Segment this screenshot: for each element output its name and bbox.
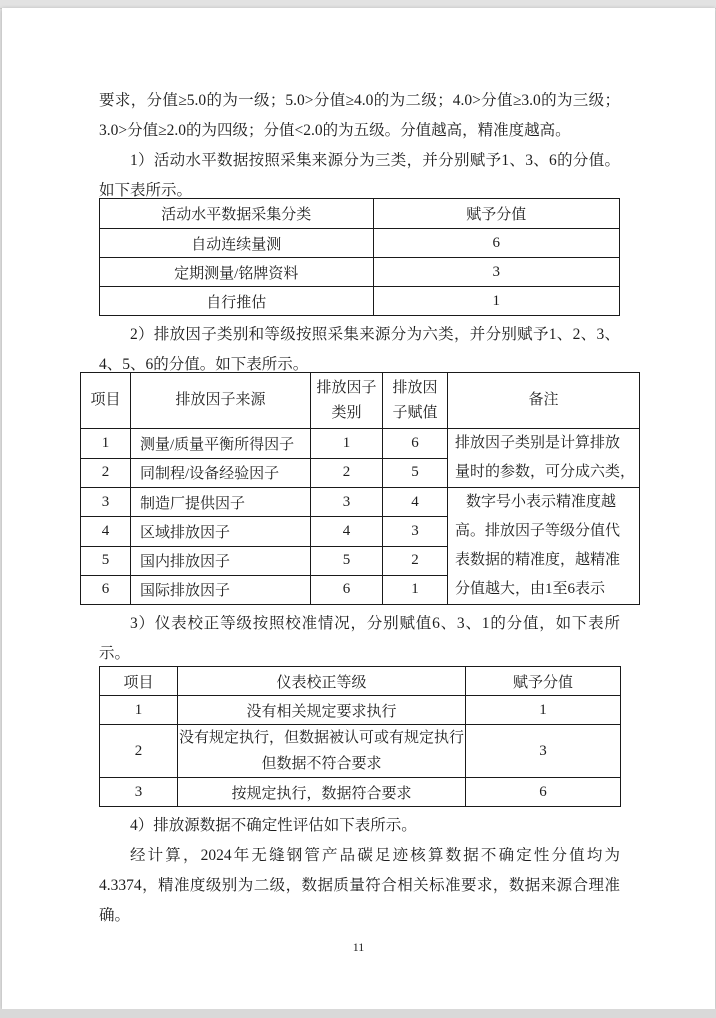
ef-source-cell: 制造厂提供因子 xyxy=(131,488,311,517)
remark-line: 排放因子类别是计算排放 xyxy=(455,435,621,451)
score-cell: 3 xyxy=(466,725,621,778)
page-content xyxy=(90,86,636,931)
item-cell: 4 xyxy=(81,517,131,546)
ef-value-cell: 4 xyxy=(383,488,448,517)
item-cell: 2 xyxy=(81,458,131,488)
ef-category-cell: 6 xyxy=(311,575,383,604)
table-row xyxy=(100,725,621,778)
remark-line: 量时的参数，可分成六类， xyxy=(455,464,636,480)
col-header-ef-category: 排放因子类别 xyxy=(311,373,383,429)
ef-category-cell: 2 xyxy=(311,458,383,488)
col-header-ef-value: 排放因子赋值 xyxy=(383,373,448,429)
col-header-remark: 备注 xyxy=(448,373,640,429)
item-cell: 2 xyxy=(100,725,178,778)
score-cell: 3 xyxy=(373,258,619,287)
item-cell: 3 xyxy=(81,488,131,517)
table-row xyxy=(100,287,620,316)
ef-category-cell: 3 xyxy=(311,488,383,517)
viewer-bottom-edge xyxy=(0,1009,716,1018)
ef-category-cell: 5 xyxy=(311,546,383,575)
table-row xyxy=(100,696,621,725)
paragraph-item3-calibration: 3）仪表校正等级按照校准情况，分别赋值6、3、1的分值，如下表所示。 xyxy=(99,615,620,662)
table-row xyxy=(100,778,621,807)
remark-line: 表数据的精准度，越精准 xyxy=(455,552,621,568)
remark-line: 高。排放因子等级分值代 xyxy=(455,523,621,539)
activity-category-cell: 自动连续量测 xyxy=(100,229,374,258)
grade-line: 但数据不符合要求 xyxy=(261,756,382,772)
col-header-item: 项目 xyxy=(100,667,178,696)
table-header-row xyxy=(100,199,620,229)
ef-source-cell: 区域排放因子 xyxy=(131,517,311,546)
paragraph-score-criteria: 要求，分值≥5.0的为一级；5.0>分值≥4.0的为二级；4.0>分值≥3.0的为三级；3.0>分值≥2.0的为四级；分值<2.0的为五级。分值越高，精准度越高。 xyxy=(99,92,620,139)
paragraph-item2-emission-factor: 2）排放因子类别和等级按照采集来源分为六类，并分别赋予1、2、3、4、5、6的分值。如下表所示。 xyxy=(99,326,620,373)
table-row xyxy=(100,258,620,287)
paragraph-item1-activity-data: 1）活动水平数据按照采集来源分为三类，并分别赋予1、3、6的分值。如下表所示。 xyxy=(99,152,620,199)
paragraph-conclusion: 经计算，2024年无缝钢管产品碳足迹核算数据不确定性分值均为4.3374，精准度级别为二级，数据质量符合相关标准要求，数据来源合理准确。 xyxy=(99,847,620,924)
ef-value-cell: 2 xyxy=(383,546,448,575)
col-header-assigned-score: 赋予分值 xyxy=(466,667,621,696)
remark-line: 数字号小表示精准度越 xyxy=(466,494,617,510)
remark-cell-precision xyxy=(448,488,640,605)
paragraph-item4-uncertainty: 4）排放源数据不确定性评估如下表所示。 xyxy=(130,817,417,834)
col-header-ef-source: 排放因子来源 xyxy=(131,373,311,429)
calibration-grade-cell xyxy=(178,725,466,778)
ef-value-cell: 6 xyxy=(383,429,448,459)
col-header-item: 项目 xyxy=(81,373,131,429)
item-cell: 1 xyxy=(100,696,178,725)
item-cell: 1 xyxy=(81,429,131,459)
score-cell: 6 xyxy=(466,778,621,807)
ef-source-cell: 国际排放因子 xyxy=(131,575,311,604)
ef-value-cell: 1 xyxy=(383,575,448,604)
ef-source-cell: 测量/质量平衡所得因子 xyxy=(131,429,311,459)
calibration-grade-cell: 没有相关规定要求执行 xyxy=(178,696,466,725)
instrument-calibration-table xyxy=(99,666,621,807)
ef-value-cell: 5 xyxy=(383,458,448,488)
remark-line: 分值越大，由1至6表示 xyxy=(455,581,606,597)
score-cell: 1 xyxy=(373,287,619,316)
grade-line: 没有规定执行，但数据被认可或有规定执行 xyxy=(178,730,464,746)
table-row xyxy=(100,229,620,258)
page-number: 11 xyxy=(352,940,365,954)
score-cell: 1 xyxy=(466,696,621,725)
col-header-activity-category: 活动水平数据采集分类 xyxy=(100,199,374,229)
col-header-calibration-grade: 仪表校正等级 xyxy=(178,667,466,696)
item-cell: 3 xyxy=(100,778,178,807)
ef-source-cell: 同制程/设备经验因子 xyxy=(131,458,311,488)
item-cell: 5 xyxy=(81,546,131,575)
score-cell: 6 xyxy=(373,229,619,258)
ef-category-cell: 1 xyxy=(311,429,383,459)
ef-value-cell: 3 xyxy=(383,517,448,546)
activity-category-cell: 自行推估 xyxy=(100,287,374,316)
ef-category-cell: 4 xyxy=(311,517,383,546)
col-header-assigned-score: 赋予分值 xyxy=(373,199,619,229)
document-page xyxy=(2,8,715,1009)
table-header-row xyxy=(81,373,640,429)
ef-source-cell: 国内排放因子 xyxy=(131,546,311,575)
table-row xyxy=(81,488,640,517)
calibration-grade-cell: 按规定执行，数据符合要求 xyxy=(178,778,466,807)
activity-category-cell: 定期测量/铭牌资料 xyxy=(100,258,374,287)
activity-level-table xyxy=(99,198,620,316)
table-row xyxy=(81,429,640,459)
remark-cell-categories xyxy=(448,429,640,488)
item-cell: 6 xyxy=(81,575,131,604)
emission-factor-table xyxy=(80,372,640,605)
table-header-row xyxy=(100,667,621,696)
